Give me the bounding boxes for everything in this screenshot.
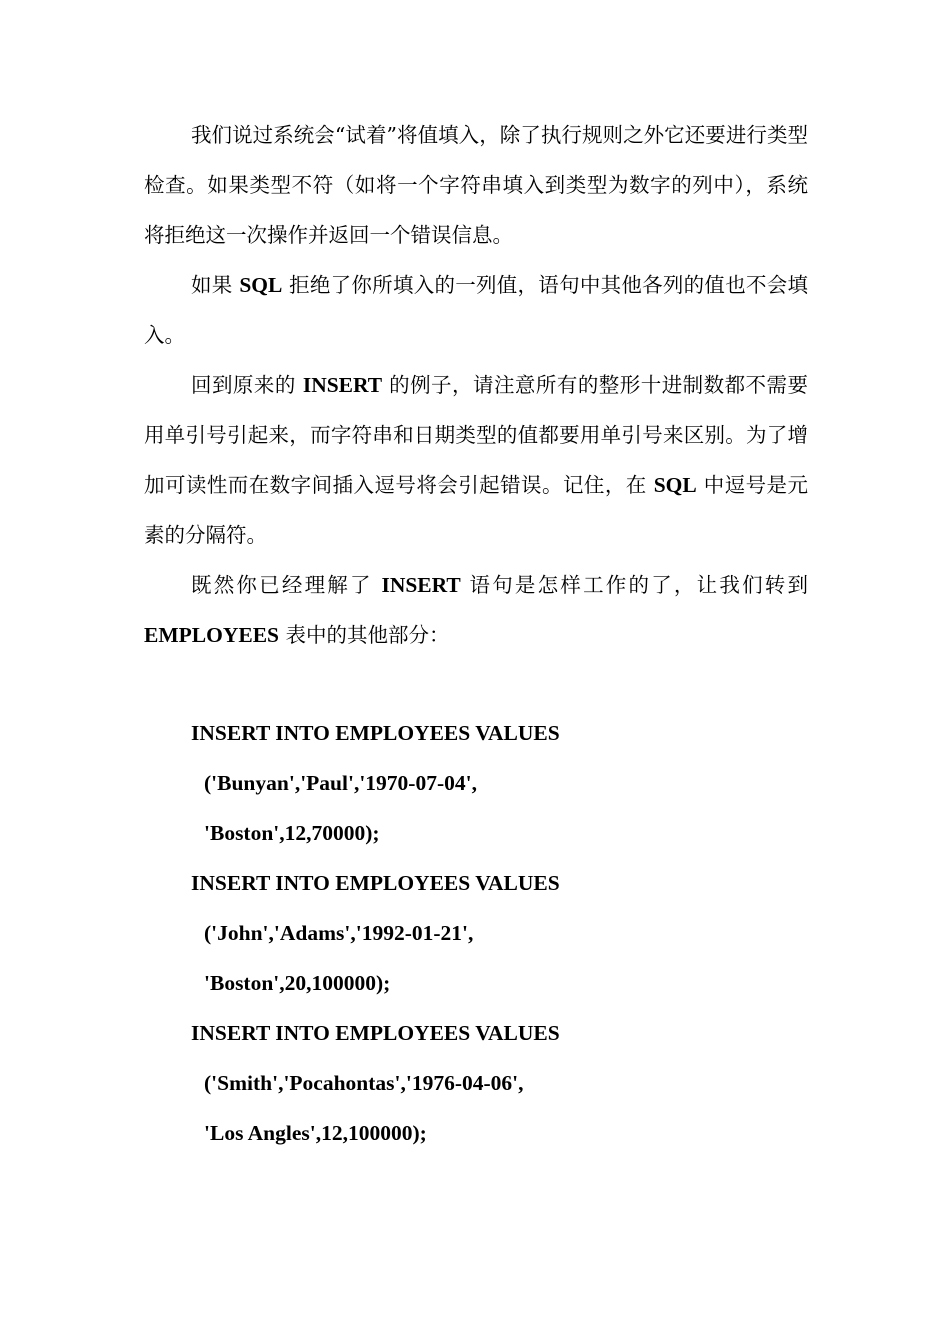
keyword-insert: INSERT	[302, 373, 383, 397]
paragraph-employees-intro	[144, 560, 808, 660]
paragraph-text: 表中的其他部分：	[279, 623, 450, 647]
paragraph-text: 既然你已经理解了	[191, 573, 382, 597]
code-line: INSERT INTO EMPLOYEES VALUES	[191, 1021, 560, 1045]
keyword-sql: SQL	[653, 473, 697, 497]
code-line: 'Los Angles',12,100000);	[204, 1121, 427, 1145]
keyword-sql: SQL	[239, 273, 283, 297]
code-line: INSERT INTO EMPLOYEES VALUES	[191, 721, 560, 745]
paragraph-text: 语句是怎样工作的了，让我们转到	[460, 573, 808, 597]
paragraph-type-check	[144, 110, 808, 260]
paragraph-text: 中逗号是元素的分隔符。	[144, 473, 808, 547]
code-line: 'Boston',20,100000);	[204, 971, 391, 995]
paragraph-text: 如果	[191, 273, 240, 297]
code-line: INSERT INTO EMPLOYEES VALUES	[191, 871, 560, 895]
code-line: 'Boston',12,70000);	[204, 821, 380, 845]
paragraph-sql-reject	[144, 260, 808, 360]
code-line: ('John','Adams','1992-01-21',	[204, 921, 474, 945]
code-block	[191, 708, 560, 1158]
keyword-employees: EMPLOYEES	[144, 623, 279, 647]
paragraph-text: 我们说过系统会“试着”将值填入，除了执行规则之外它还要进行类型检查。如果类型不符（如将一个字符串填入到类型为数字的列中），系统将拒绝这一次操作并返回一个错误信息。	[144, 123, 808, 247]
code-line: ('Bunyan','Paul','1970-07-04',	[204, 771, 477, 795]
paragraph-text: 回到原来的	[191, 373, 303, 397]
paragraph-text: 拒绝了你所填入的一列值，语句中其他各列的值也不会填入。	[144, 273, 808, 347]
paragraph-insert-quotes	[144, 360, 808, 560]
paragraph-text: 的例子，请注意所有的整形十进制数都不需要用单引号引起来，而字符串和日期类型的值都要用单引号来区别。为了增加可读性而在数字间插入逗号将会引起错误。记住，在	[144, 373, 808, 497]
code-line: ('Smith','Pocahontas','1976-04-06',	[204, 1071, 524, 1095]
keyword-insert: INSERT	[381, 573, 461, 597]
